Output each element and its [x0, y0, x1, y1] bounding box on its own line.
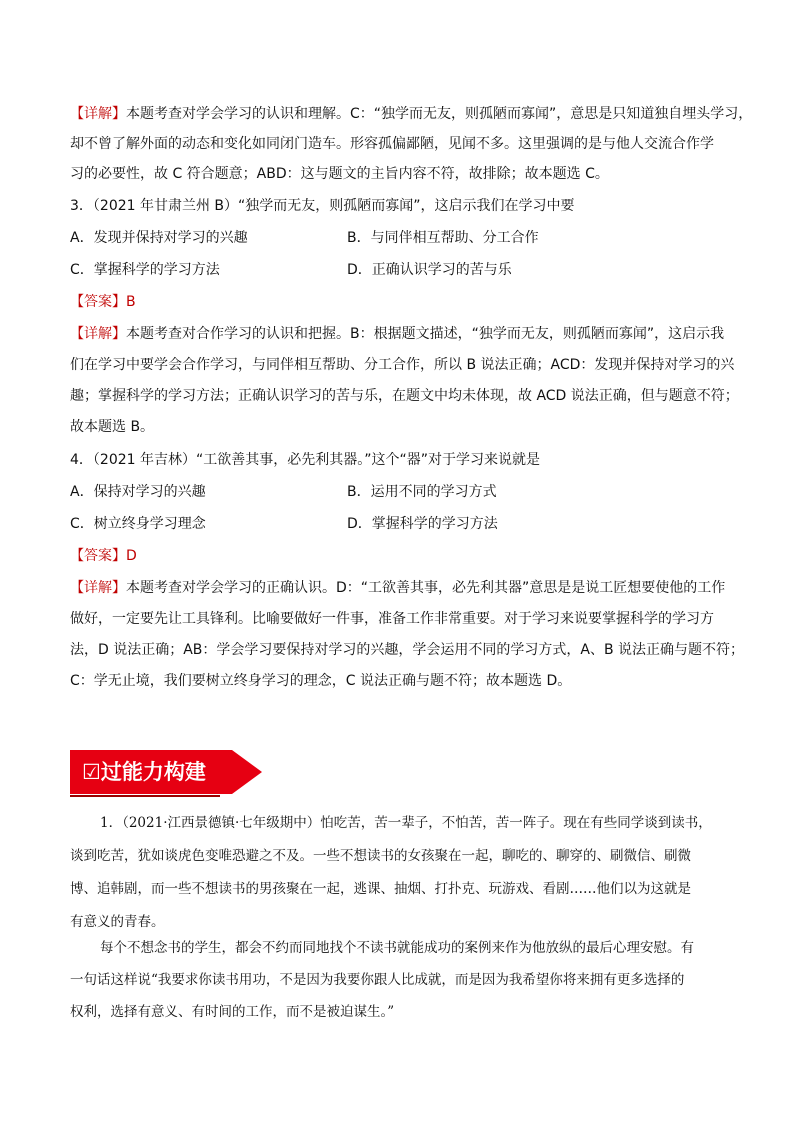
q4-option-c: C．树立终身学习理念 [70, 516, 206, 532]
q4-detail-line-3: 法，D 说法正确；AB：学会学习要保持对学习的兴趣，学会运用不同的学习方式，A、B 说法正确与题不符； [70, 642, 745, 658]
answer-tag: 【答案】 [70, 548, 126, 564]
detail-tag: 【详解】 [70, 326, 126, 342]
passage-p2-line-1: 每个不想念书的学生，都会不约而同地找个不读书就能成功的案例来作为他放纵的最后心理安慰。有 [100, 940, 694, 956]
q2-detail-line-3: 习的必要性，故 C 符合题意；ABD：这与题文的主旨内容不符，故排除；故本题选 C。 [70, 166, 609, 182]
detail-tag: 【详解】 [70, 106, 126, 122]
q4-answer [70, 546, 137, 566]
answer-value: D [126, 548, 137, 564]
q3-detail-line-2: 们在学习中要学会合作学习，与同伴相互帮助、分工合作，所以 B 说法正确；ACD：发现并保持对学习的兴 [70, 357, 735, 373]
q3-option-d: D．正确认识学习的苦与乐 [347, 262, 512, 278]
q3-detail-line-1: 【详解】本题考查对合作学习的认识和把握。B：根据题文描述，“独学而无友，则孤陋而寡闻”，这启示我 [70, 326, 725, 342]
section-title: ☑过能力构建 [82, 760, 206, 784]
q4-detail-line-4: C：学无止境，我们要树立终身学习的理念，C 说法正确与题不符；故本题选 D。 [70, 673, 572, 689]
q3-detail-line-4: 故本题选 B。 [70, 419, 155, 435]
q3-stem: 3．（2021 年甘肃兰州 B）“独学而无友，则孤陋而寡闻”，这启示我们在学习中要 [70, 198, 575, 214]
q3-option-c: C．掌握科学的学习方法 [70, 262, 220, 278]
answer-value: B [126, 294, 136, 310]
passage-p1-line-1: 1．（2021·江西景德镇·七年级期中）怕吃苦，苦一辈子，不怕苦，苦一阵子。现在有些同学谈到读书， [100, 815, 712, 831]
q4-option-b: B．运用不同的学习方式 [347, 484, 497, 500]
q4-detail-line-2: 做好，一定要先让工具锋利。比喻要做好一件事，准备工作非常重要。对于学习来说要掌握科学的学习方 [70, 611, 714, 627]
passage-p1-line-3: 博、追韩剧，而一些不想读书的男孩聚在一起，逃课、抽烟、打扑克、玩游戏、看剧……他们以为这就是 [70, 881, 691, 897]
passage-p1-line-4: 有意义的青春。 [70, 914, 165, 930]
passage-p2-line-2: 一句话这样说“我要求你读书用功，不是因为我要你跟人比成就，而是因为我希望你将来拥有更多选择的 [70, 972, 685, 988]
passage-p1-line-2: 谈到吃苦，犹如谈虎色变唯恐避之不及。一些不想读书的女孩聚在一起，聊吃的、聊穿的、刷微信、刷微 [70, 848, 691, 864]
q3-option-a: A．发现并保持对学习的兴趣 [70, 230, 248, 246]
q2-detail-line-2: 却不曾了解外面的动态和变化如同闭门造车。形容孤偏鄙陋，见闻不多。这里强调的是与他人交流合作学 [70, 136, 714, 152]
passage-p2-line-3: 权利，选择有意义、有时间的工作，而不是被迫谋生。” [70, 1004, 395, 1020]
q3-detail-line-3: 趣；掌握科学的学习方法；正确认识学习的苦与乐，在题文中均未体现，故 ACD 说法正确，但与题意不符； [70, 388, 739, 404]
section-banner-underline [70, 795, 220, 797]
detail-tag: 【详解】 [70, 580, 126, 596]
q4-stem: 4．（2021 年吉林）“工欲善其事，必先利其器。”这个“器”对于学习来说就是 [70, 452, 540, 468]
q4-detail-line-1: 【详解】本题考查对学会学习的正确认识。D：“工欲善其事，必先利其器”意思是是说工匠想要使他的工作 [70, 580, 726, 596]
q4-option-a: A．保持对学习的兴趣 [70, 484, 206, 500]
q3-option-b: B．与同伴相互帮助、分工合作 [347, 230, 539, 246]
q2-detail-line-1: 【详解】本题考查对学会学习的认识和理解。C：“独学而无友，则孤陋而寡闻”，意思是只知道独自埋头学习， [70, 106, 753, 122]
answer-tag: 【答案】 [70, 294, 126, 310]
q4-option-d: D．掌握科学的学习方法 [347, 516, 498, 532]
q3-answer [70, 292, 136, 312]
